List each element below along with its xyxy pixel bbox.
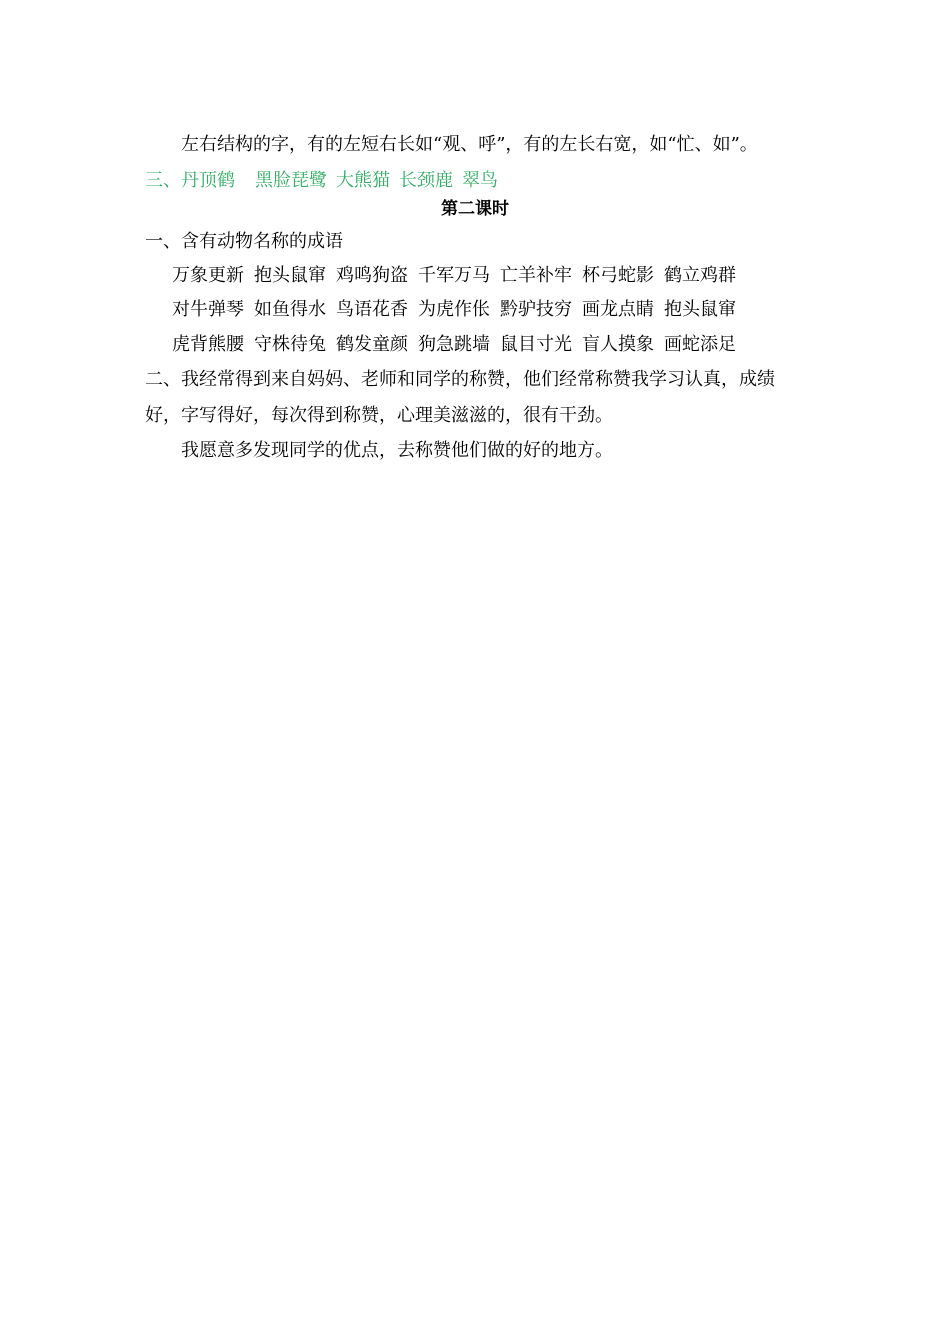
section-2-line: 好，字写得好，每次得到称赞，心理美滋滋的，很有干劲。: [145, 405, 613, 426]
idiom: 鸟语花香: [336, 299, 408, 320]
section-3-answer: [145, 169, 498, 193]
animal-name: 黑脸琵鹭: [255, 170, 327, 191]
idiom: 画龙点睛: [582, 299, 654, 320]
idiom: 鸡鸣狗盗: [336, 265, 408, 286]
idiom: 鹤立鸡群: [664, 265, 736, 286]
idiom: 鼠目寸光: [500, 334, 572, 355]
idiom: 盲人摸象: [582, 334, 654, 355]
idiom: 抱头鼠窜: [664, 299, 736, 320]
section-1-heading: 一、含有动物名称的成语: [145, 231, 343, 252]
section-3-label: 三、: [145, 170, 181, 191]
animal-name: 大熊猫: [336, 170, 390, 191]
idiom: 对牛弹琴: [172, 299, 244, 320]
idiom: 亡羊补牢: [500, 265, 572, 286]
idiom: 万象更新: [172, 265, 244, 286]
lesson-title: 第二课时: [441, 199, 509, 219]
paragraph-structure-note: 左右结构的字，有的左短右长如“观、呼”，有的左长右宽，如“忙、如”。: [181, 134, 758, 155]
section-2-line: 二、我经常得到来自妈妈、老师和同学的称赞，他们经常称赞我学习认真，成绩: [145, 369, 775, 390]
idiom: 画蛇添足: [664, 334, 736, 355]
idiom: 为虎作伥: [418, 299, 490, 320]
idiom: 虎背熊腰: [172, 334, 244, 355]
idiom-row: [172, 264, 736, 288]
idiom: 杯弓蛇影: [582, 265, 654, 286]
idiom: 如鱼得水: [254, 299, 326, 320]
idiom: 千军万马: [418, 265, 490, 286]
section-2-line: 我愿意多发现同学的优点，去称赞他们做的好的地方。: [181, 440, 613, 461]
animal-name: 长颈鹿: [399, 170, 453, 191]
idiom-row: [172, 298, 736, 322]
idiom: 狗急跳墙: [418, 334, 490, 355]
idiom: 抱头鼠窜: [254, 265, 326, 286]
animal-name: 翠鸟: [462, 170, 498, 191]
idiom: 黔驴技穷: [500, 299, 572, 320]
idiom: 守株待兔: [254, 334, 326, 355]
idiom-row: [172, 333, 736, 357]
idiom: 鹤发童颜: [336, 334, 408, 355]
animal-name: 丹顶鹤: [181, 170, 235, 191]
